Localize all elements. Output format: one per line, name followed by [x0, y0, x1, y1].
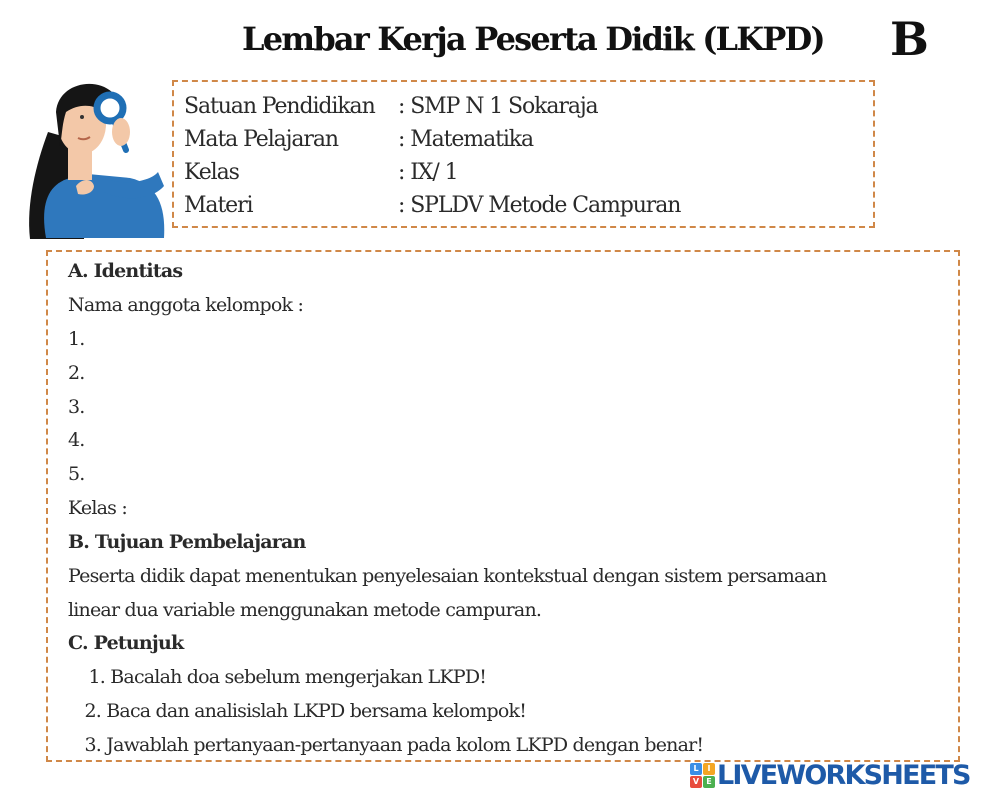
section-heading-petunjuk: C. Petunjuk — [68, 632, 184, 654]
instruction-item — [84, 697, 526, 725]
members-label: Nama anggota kelompok : — [68, 294, 304, 316]
instruction-number: 2. — [84, 700, 101, 722]
liveworksheets-watermark — [690, 760, 970, 790]
watermark-text: LIVEWORKSHEETS — [717, 759, 970, 791]
worksheet-title: Lembar Kerja Peserta Didik (LKPD) — [242, 20, 824, 58]
info-value: : SMP N 1 Sokaraja — [398, 94, 598, 119]
instruction-text: Baca dan analisislah LKPD bersama kelompok! — [106, 700, 527, 722]
section-heading-identitas: A. Identitas — [68, 260, 183, 282]
liveworksheets-logo-icon: L I V E — [690, 763, 715, 788]
girl-magnifier-illustration — [26, 74, 168, 242]
instruction-number: 1. — [88, 666, 105, 688]
info-label: Materi — [184, 193, 253, 218]
objective-text: Peserta didik dapat menentukan penyelesaian kontekstual dengan sistem persamaan — [68, 565, 827, 587]
member-line: 2. — [68, 362, 85, 384]
member-line: 4. — [68, 429, 85, 451]
group-badge: B — [890, 12, 929, 66]
instruction-text: Jawablah pertanyaan-pertanyaan pada kolom LKPD dengan benar! — [106, 734, 704, 756]
info-value: : SPLDV Metode Campuran — [398, 193, 681, 218]
instruction-text: Bacalah doa sebelum mengerjakan LKPD! — [110, 666, 487, 688]
member-line: 5. — [68, 463, 85, 485]
info-label: Mata Pelajaran — [184, 127, 338, 152]
objective-text: linear dua variable menggunakan metode campuran. — [68, 599, 542, 621]
member-line: 3. — [68, 396, 85, 418]
section-heading-tujuan: B. Tujuan Pembelajaran — [68, 531, 306, 553]
info-value: : IX/ 1 — [398, 160, 458, 185]
member-line: 1. — [68, 328, 85, 350]
instruction-item — [88, 663, 486, 691]
worksheet-content-box — [46, 250, 960, 762]
instruction-item — [84, 731, 703, 759]
school-info-box — [172, 80, 875, 228]
class-label: Kelas : — [68, 497, 127, 519]
info-label: Satuan Pendidikan — [184, 94, 375, 119]
info-label: Kelas — [184, 160, 239, 185]
info-value: : Matematika — [398, 127, 534, 152]
instruction-number: 3. — [84, 734, 101, 756]
